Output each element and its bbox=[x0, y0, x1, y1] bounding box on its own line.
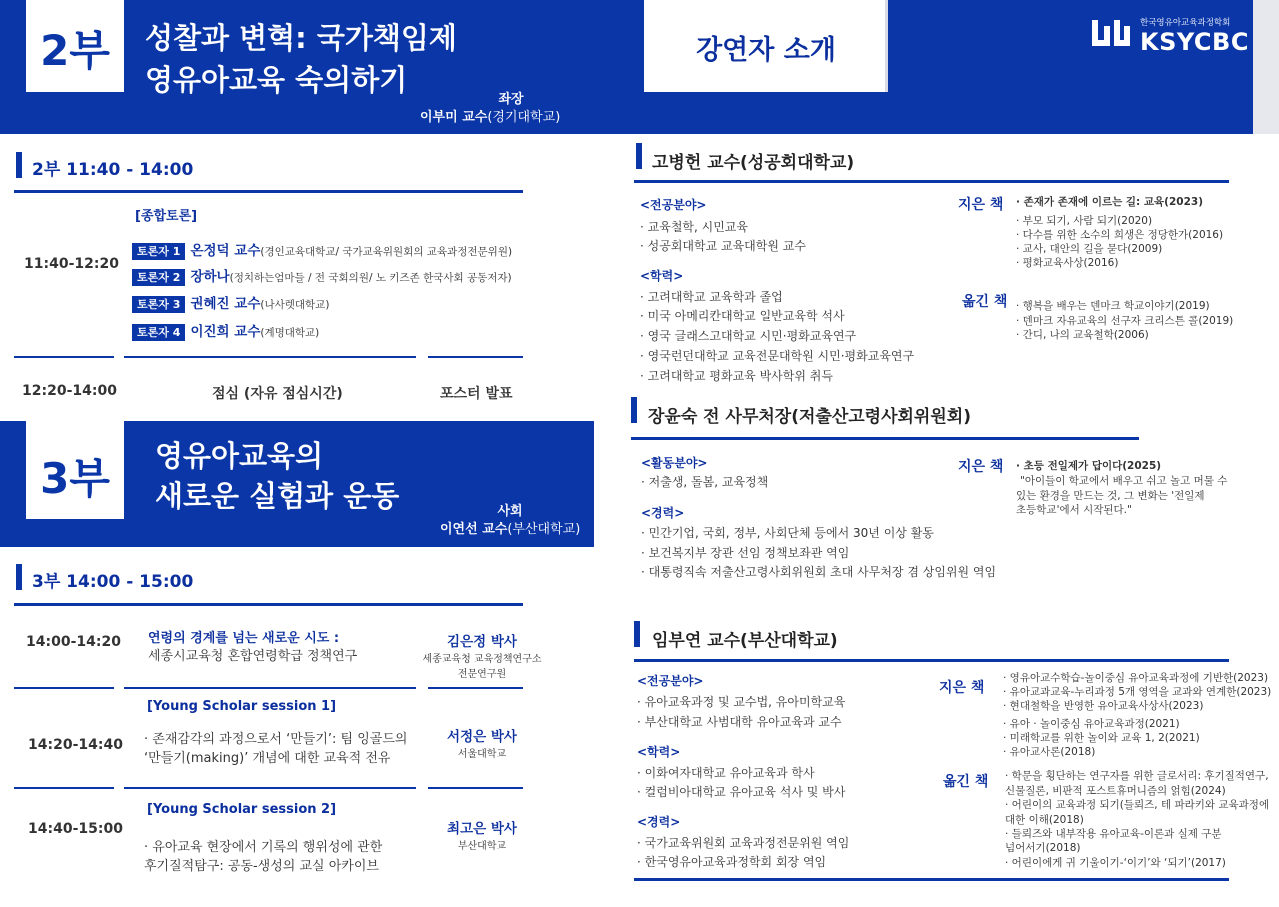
part3-row3-session: [Young Scholar session 2] bbox=[147, 802, 337, 817]
part2-chair-affil: (경기대학교) bbox=[487, 110, 561, 125]
speaker3-career-label: <경력> bbox=[637, 815, 681, 829]
part3-title-line2: 새로운 실험과 운동 bbox=[155, 479, 400, 513]
speaker2-career-2: · 보건복지부 장관 선임 정책보좌관 역임 bbox=[641, 546, 850, 560]
speaker3-trans-5: · 들뢰즈와 내부작용 유아교육-이론과 실제 구분 bbox=[1005, 828, 1222, 840]
part2-row2-time: 12:20-14:00 bbox=[22, 383, 117, 399]
logo-org-name: 한국영유아교육과정학회 bbox=[1140, 18, 1231, 28]
part3-chair-role: 사회 bbox=[497, 504, 523, 519]
part3-badge: 3부 bbox=[40, 454, 110, 503]
speaker2-field-1: · 저출생, 돌봄, 교육정책 bbox=[641, 475, 769, 489]
part3-row-divider-2b bbox=[124, 787, 416, 789]
part3-row2-speaker: 서정은 박사 bbox=[447, 729, 517, 745]
speaker1-field-2: · 성공회대학교 교육대학원 교수 bbox=[640, 239, 806, 253]
panelist-4-affil: (계명대학교) bbox=[260, 327, 320, 339]
part3-row3-topic-line1: · 유아교육 현장에서 기록의 행위성에 관한 bbox=[144, 840, 383, 855]
speaker1-book-2: · 부모 되기, 사람 되기(2020) bbox=[1016, 215, 1153, 227]
panelist-4 bbox=[132, 320, 319, 340]
part3-row-divider-1b bbox=[124, 687, 416, 689]
speaker2-book-quote-2: 있는 환경을 만드는 것, 그 변화는 '전일제 bbox=[1016, 490, 1205, 502]
speaker2-marker bbox=[631, 397, 637, 423]
part3-row3-time: 14:40-15:00 bbox=[28, 821, 123, 837]
speaker3-book-6: · 유아교사론(2018) bbox=[1003, 746, 1096, 758]
speaker3-trans-4: 대한 이해(2018) bbox=[1005, 814, 1084, 826]
speaker3-book-5: · 미래학교를 위한 놀이와 교육 1, 2(2021) bbox=[1003, 732, 1200, 744]
part3-row1-affil-line1: 세종교육청 교육정책연구소 bbox=[422, 654, 542, 665]
speaker1-edu-5: · 고려대학교 평화교육 박사학위 취득 bbox=[640, 369, 833, 383]
part3-top-rule bbox=[14, 603, 523, 606]
speaker3-trans-2: 신물질론, 비판적 포스트휴머니즘의 얽힘(2024) bbox=[1005, 785, 1226, 797]
part3-row3-affil: 부산대학교 bbox=[457, 841, 507, 852]
speaker1-book-1: · 존재가 존재에 이르는 길: 교육(2023) bbox=[1016, 196, 1204, 208]
speaker1-marker bbox=[636, 143, 642, 169]
part3-row2-session: [Young Scholar session 1] bbox=[147, 699, 337, 714]
part3-row1-affil-line2: 전문연구원 bbox=[457, 669, 507, 680]
speaker1-field-1: · 교육철학, 시민교육 bbox=[640, 220, 748, 234]
part3-title-line1: 영유아교육의 bbox=[155, 439, 324, 473]
part2-row2-lunch: 점심 (자유 점심시간) bbox=[212, 386, 343, 402]
part3-row3-speaker: 최고은 박사 bbox=[447, 821, 517, 837]
part2-section-title: 2부 11:40 - 14:00 bbox=[32, 160, 194, 180]
speaker3-trans-6: 넘어서기(2018) bbox=[1005, 842, 1081, 854]
speaker3-field-1: · 유아교육과정 및 교수법, 유아미학교육 bbox=[637, 695, 846, 709]
speaker1-edu-4: · 영국런던대학교 교육전문대학원 시민·평화교육연구 bbox=[640, 349, 915, 363]
speaker3-trans-3: · 어린이의 교육과정 되기(들뢰즈, 테 파라키와 교육과정에 bbox=[1005, 799, 1270, 811]
speaker2-field-label: <활동분야> bbox=[641, 456, 708, 470]
speaker3-book-3: · 현대철학을 반영한 유아교육사상사(2023) bbox=[1003, 700, 1204, 712]
part2-row2-poster: 포스터 발표 bbox=[440, 386, 513, 402]
part2-chair-name: 이부미 교수 bbox=[420, 110, 488, 125]
speaker1-name: 고병헌 교수(성공회대학교) bbox=[652, 153, 855, 173]
speaker3-edu-2: · 컬럼비아대학교 유아교육 석사 및 박사 bbox=[637, 785, 846, 799]
speaker1-book-3: · 다수를 위한 소수의 희생은 정당한가(2016) bbox=[1016, 229, 1224, 241]
panelist-4-name: 이진희 교수 bbox=[190, 324, 261, 340]
header-edge bbox=[1253, 0, 1279, 134]
speaker3-career-1: · 국가교육위원회 교육과정전문위원 역임 bbox=[637, 836, 850, 850]
speaker3-trans-1: · 학문을 횡단하는 연구자를 위한 글로서리: 후기질적연구, bbox=[1005, 770, 1269, 782]
part3-row2-topic-line2: ‘만들기(making)’ 개념에 대한 교육적 전유 bbox=[144, 751, 391, 766]
part2-row-divider-a bbox=[14, 356, 114, 358]
panelist-1-name: 온정덕 교수 bbox=[190, 243, 261, 259]
speaker1-edu-label: <학력> bbox=[640, 269, 684, 283]
panelist-2-affil: (정치하는엄마들 / 전 국회의원/ 노 키즈존 한국사회 공동저자) bbox=[229, 272, 512, 284]
part3-row2-affil: 서울대학교 bbox=[457, 749, 507, 760]
speaker1-edu-3: · 영국 글래스고대학교 시민·평화교육연구 bbox=[640, 329, 857, 343]
speaker2-rule bbox=[631, 437, 1139, 440]
part3-row-divider-1a bbox=[14, 687, 114, 689]
part3-row2-time: 14:20-14:40 bbox=[28, 737, 123, 753]
part2-badge: 2부 bbox=[40, 26, 110, 75]
part2-row-divider-c bbox=[428, 356, 523, 358]
part3-row3-topic-line2: 후기질적탐구: 공동-생성의 교실 아카이브 bbox=[144, 859, 379, 874]
panelist-1 bbox=[132, 239, 512, 259]
speaker2-career-label: <경력> bbox=[641, 506, 685, 520]
speaker3-bottom-rule bbox=[634, 878, 1229, 881]
panelist-3-name: 권혜진 교수 bbox=[190, 296, 261, 312]
speaker3-rule bbox=[634, 659, 1229, 662]
speaker1-trans-1: · 행복을 배우는 덴마크 학교이야기(2019) bbox=[1016, 300, 1210, 312]
speaker3-trans-7: · 어린이에게 귀 기울이기-‘이기’와 ‘되기’(2017) bbox=[1005, 857, 1226, 869]
speaker2-books-label: 지은 책 bbox=[958, 459, 1004, 475]
part3-chair-affil: (부산대학교) bbox=[507, 522, 581, 537]
part3-chair bbox=[440, 518, 580, 537]
ksycbc-logo-icon bbox=[1090, 16, 1132, 50]
speaker3-book-4: · 유아 · 놀이중심 유아교육과정(2021) bbox=[1003, 718, 1180, 730]
part2-top-rule bbox=[14, 190, 523, 193]
speaker2-book-title: · 초등 전일제가 답이다(2025) bbox=[1016, 460, 1162, 472]
speaker2-career-3: · 대통령직속 저출산고령사회위원회 초대 사무처장 겸 상임위원 역임 bbox=[641, 565, 997, 579]
part3-chair-name: 이연선 교수 bbox=[440, 522, 508, 537]
panelist-2 bbox=[132, 265, 512, 285]
speaker1-book-4: · 교사, 대안의 길을 묻다(2009) bbox=[1016, 243, 1163, 255]
speaker2-book-quote-3: 초등학교'에서 시작된다." bbox=[1016, 504, 1132, 516]
speaker1-book-5: · 평화교육사상(2016) bbox=[1016, 257, 1119, 269]
speaker2-career-1: · 민간기업, 국회, 정부, 사회단체 등에서 30년 이상 활동 bbox=[641, 526, 934, 540]
speaker2-name: 장윤숙 전 사무처장(저출산고령사회위원회) bbox=[648, 407, 971, 427]
speaker2-book-quote-1: "아이들이 학교에서 배우고 쉬고 놀고 머물 수 bbox=[1020, 475, 1228, 487]
part2-chair-role: 좌장 bbox=[498, 92, 524, 107]
speaker1-edu-1: · 고려대학교 교육학과 졸업 bbox=[640, 290, 783, 304]
part3-row1-speaker: 김은정 박사 bbox=[447, 634, 517, 650]
speaker3-book-2: · 유아교과교육-누리과정 5개 영역을 교과와 연계한(2023) bbox=[1003, 686, 1272, 698]
speaker1-trans-3: · 간디, 나의 교육철학(2006) bbox=[1016, 329, 1149, 341]
speaker3-books-label: 지은 책 bbox=[939, 680, 985, 696]
speaker3-book-1: · 영유아교수학습-놀이중심 유아교육과정에 기반한(2023) bbox=[1003, 672, 1269, 684]
panelist-4-tag: 토론자 4 bbox=[132, 324, 185, 341]
part2-row1-heading: [종합토론] bbox=[135, 209, 198, 224]
part2-section-marker bbox=[16, 152, 22, 178]
speaker3-marker bbox=[634, 621, 640, 647]
panelist-1-tag: 토론자 1 bbox=[132, 243, 185, 260]
speaker1-trans-label: 옮긴 책 bbox=[962, 294, 1008, 310]
panelist-3-affil: (나사렛대학교) bbox=[260, 299, 330, 311]
part3-row1-topic-line2: 세종시교육청 혼합연령학급 정책연구 bbox=[148, 649, 358, 664]
part2-chair bbox=[420, 106, 560, 125]
speaker3-field-label: <전공분야> bbox=[637, 674, 704, 688]
panelist-3 bbox=[132, 292, 329, 312]
part2-row1-time: 11:40-12:20 bbox=[24, 256, 119, 272]
speaker3-career-2: · 한국영유아교육과정학회 회장 역임 bbox=[637, 855, 827, 869]
speaker3-edu-1: · 이화여자대학교 유아교육과 학사 bbox=[637, 766, 815, 780]
speaker3-field-2: · 부산대학교 사범대학 유아교육과 교수 bbox=[637, 715, 842, 729]
panelist-3-tag: 토론자 3 bbox=[132, 296, 185, 313]
part3-row-divider-2a bbox=[14, 787, 114, 789]
speaker1-edu-2: · 미국 아메리칸대학교 일반교육학 석사 bbox=[640, 309, 845, 323]
panelist-2-tag: 토론자 2 bbox=[132, 269, 185, 286]
speaker1-field-label: <전공분야> bbox=[640, 198, 707, 212]
speaker1-rule bbox=[634, 180, 1229, 183]
panelist-1-affil: (경인교육대학교/ 국가교육위원회의 교육과정전문위원) bbox=[260, 246, 513, 258]
speaker3-trans-label: 옮긴 책 bbox=[943, 774, 989, 790]
part3-section-title: 3부 14:00 - 15:00 bbox=[32, 572, 194, 592]
speakers-title: 강연자 소개 bbox=[696, 35, 836, 66]
speaker1-trans-2: · 덴마크 자유교육의 선구자 크리스튼 콜(2019) bbox=[1016, 315, 1234, 327]
part2-title-line2: 영유아교육 숙의하기 bbox=[145, 63, 408, 97]
speaker3-name: 임부연 교수(부산대학교) bbox=[652, 631, 838, 651]
part2-title-line1: 성찰과 변혁: 국가책임제 bbox=[145, 21, 457, 55]
speaker3-edu-label: <학력> bbox=[637, 745, 681, 759]
part3-row-divider-1c bbox=[428, 687, 523, 689]
panelist-2-name: 장하나 bbox=[190, 269, 230, 285]
part3-row-divider-2c bbox=[428, 787, 523, 789]
speaker1-books-label: 지은 책 bbox=[958, 197, 1004, 213]
part3-row1-time: 14:00-14:20 bbox=[26, 634, 121, 650]
part2-row-divider-b bbox=[124, 356, 416, 358]
part3-row1-topic-line1: 연령의 경계를 넘는 새로운 시도 : bbox=[148, 631, 340, 646]
part3-row2-topic-line1: · 존재감각의 과정으로서 ‘만들기’: 팀 잉골드의 bbox=[144, 732, 408, 747]
logo-wordmark: KSYCBC bbox=[1140, 28, 1249, 56]
part3-section-marker bbox=[16, 564, 22, 590]
